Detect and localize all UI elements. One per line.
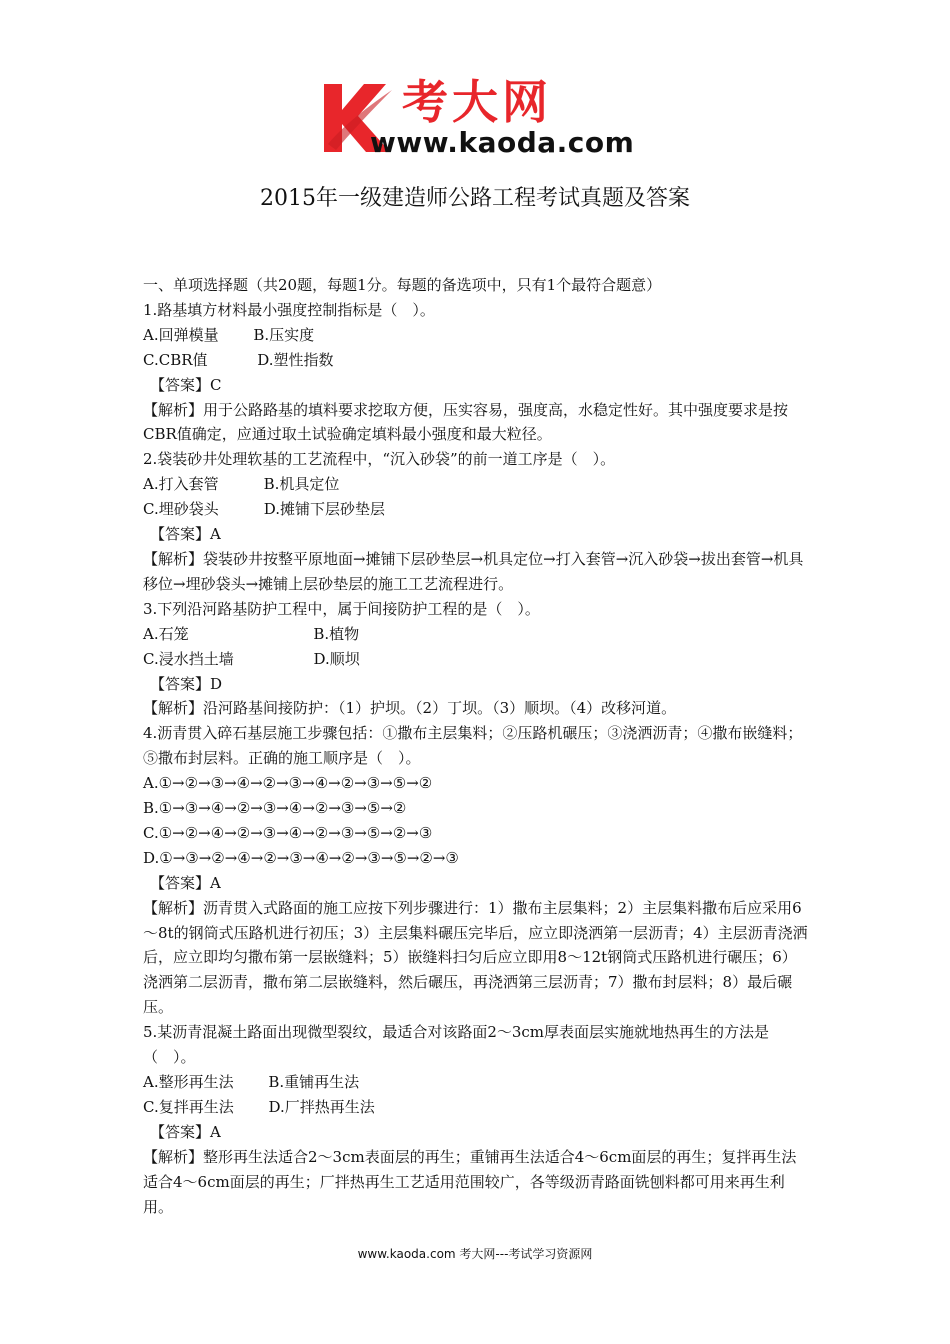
kaoda-logo	[318, 75, 638, 160]
analysis-text: 【解析】用于公路路基的填料要求挖取方便，压实容易，强度高，水稳定性好。其中强度要求是按CBR值确定，应通过取土试验确定填料最小强度和最大粒径。	[143, 400, 789, 444]
question-option: C.①→②→④→②→③→④→②→③→⑤→②→③	[143, 823, 433, 842]
question-option: A.整形再生法 B.重铺再生法	[143, 1073, 360, 1091]
answer-line: 【答案】A	[150, 525, 221, 544]
question-stem: 5.某沥青混凝土路面出现微型裂纹，最适合对该路面2～3cm厚表面层实施就地热再生的方法是（ ）。	[143, 1023, 770, 1067]
question-option: C.浸水挡土墙 D.顺坝	[143, 649, 360, 668]
question-stem: 2.袋装砂井处理软基的工艺流程中，“沉入砂袋”的前一道工序是（ ）。	[143, 450, 616, 469]
analysis-text: 【解析】袋装砂井按整平原地面→摊铺下层砂垫层→机具定位→打入套管→沉入砂袋→拔出套管→机具移位→埋砂袋头→摊铺上层砂垫层的施工工艺流程进行。	[143, 549, 804, 593]
document-title: 2015年一级建造师公路工程考试真题及答案	[260, 186, 690, 211]
question-option: C.复拌再生法 D.厂拌热再生法	[143, 1097, 375, 1116]
question-option: A.①→②→③→④→②→③→④→②→③→⑤→②	[143, 774, 433, 793]
answer-line: 【答案】A	[150, 873, 221, 892]
answer-line: 【答案】A	[150, 1122, 221, 1141]
document-body	[143, 273, 811, 1219]
question-stem: 4.沥青贯入碎石基层施工步骤包括：①撒布主层集料；②压路机碾压；③浇洒沥青；④撒布嵌缝料；⑤撒布封层料。正确的施工顺序是（ ）。	[143, 724, 803, 768]
answer-line: 【答案】C	[150, 375, 222, 394]
question-stem: 3.下列沿河路基防护工程中，属于间接防护工程的是（ ）。	[143, 599, 540, 618]
question-option: A.回弹模量 B.压实度	[143, 325, 315, 344]
logo-url: www.kaoda.com	[370, 126, 635, 159]
section-heading: 一、单项选择题（共20题，每题1分。每题的备选项中，只有1个最符合题意）	[143, 276, 662, 294]
question-option: A.石笼 B.植物	[143, 624, 360, 643]
page-footer: www.kaoda.com 考大网---考试学习资源网	[357, 1247, 593, 1261]
question-option: D.①→③→②→④→②→③→④→②→③→⑤→②→③	[143, 848, 459, 867]
answer-line: 【答案】D	[150, 674, 223, 693]
question-option: C.埋砂袋头 D.摊铺下层砂垫层	[143, 500, 385, 519]
question-stem: 1.路基填方材料最小强度控制指标是（ ）。	[143, 300, 435, 319]
question-option: A.打入套管 B.机具定位	[143, 475, 340, 494]
question-option: B.①→③→④→②→③→④→②→③→⑤→②	[143, 799, 407, 818]
analysis-text: 【解析】沥青贯入式路面的施工应按下列步骤进行：1）撒布主层集料；2）主层集料撒布后应采用6～8t的钢筒式压路机进行初压；3）主层集料碾压完毕后，应立即浇洒第一层沥青；4）主层沥青浇洒后，应立即均匀撒布第一层嵌缝料；5）嵌缝料扫匀后应立即用8～12t钢筒式压路机进行碾压；6）浇洒第二层沥青，撒布第二层嵌缝料，然后碾压，再浇洒第三层沥青；7）撒布封层料；8）最后碾压。	[143, 898, 808, 1017]
analysis-text: 【解析】沿河路基间接防护：（1）护坝。（2）丁坝。（3）顺坝。（4）改移河道。	[143, 699, 677, 718]
analysis-text: 【解析】整形再生法适合2～3cm表面层的再生；重铺再生法适合4～6cm面层的再生；复拌再生法适合4～6cm面层的再生；厂拌热再生工艺适用范围较广，各等级沥青路面铣刨料都可用来再生利用。	[143, 1147, 797, 1216]
logo-chinese-name: 考大网	[402, 75, 552, 129]
question-option: C.CBR值 D.塑性指数	[143, 350, 334, 369]
